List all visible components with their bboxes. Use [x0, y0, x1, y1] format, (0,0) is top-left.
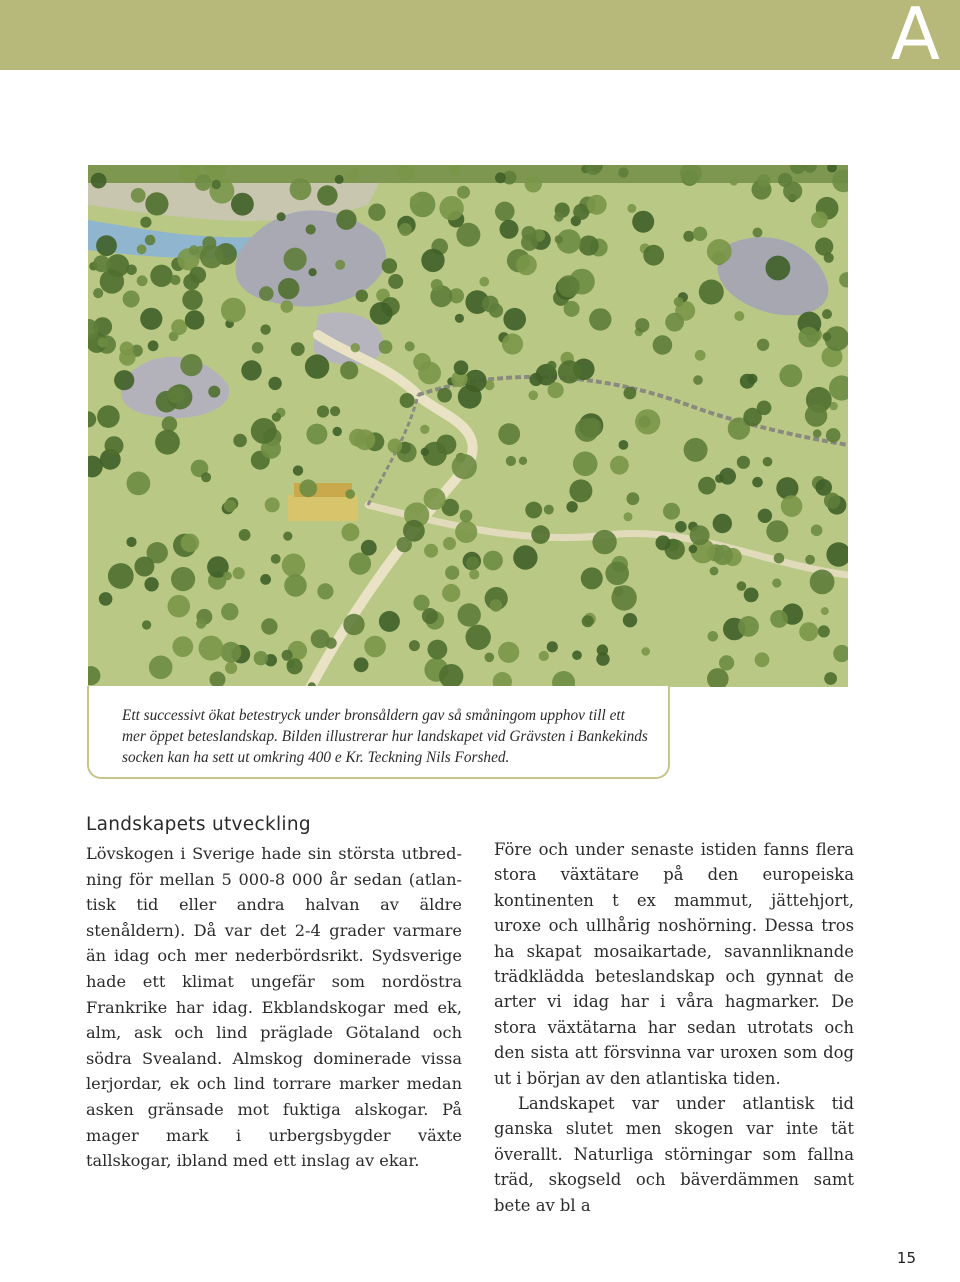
- tree-mark: [340, 361, 358, 379]
- tree-mark: [93, 288, 103, 298]
- tree-mark: [815, 238, 833, 256]
- tree-mark: [284, 248, 307, 271]
- tree-mark: [466, 625, 491, 650]
- tree-mark: [747, 374, 757, 384]
- tree-mark: [805, 404, 827, 426]
- tree-mark: [502, 333, 523, 354]
- tree-mark: [483, 551, 503, 571]
- tree-mark: [708, 631, 719, 642]
- tree-mark: [826, 428, 841, 443]
- tree-mark: [290, 178, 312, 200]
- tree-mark: [364, 636, 386, 658]
- tree-mark: [455, 521, 477, 543]
- tree-mark: [170, 275, 180, 285]
- tree-mark: [763, 457, 773, 467]
- tree-mark: [665, 313, 684, 332]
- tree-mark: [674, 297, 684, 307]
- tree-mark: [811, 211, 828, 228]
- tree-mark: [98, 337, 109, 348]
- tree-mark: [428, 640, 448, 660]
- tree-mark: [737, 456, 750, 469]
- tree-mark: [690, 525, 710, 545]
- tree-mark: [317, 185, 337, 205]
- tree-mark: [818, 625, 830, 637]
- tree-mark: [345, 489, 355, 499]
- tree-mark: [525, 175, 542, 192]
- tree-mark: [196, 619, 206, 629]
- tree-mark: [624, 512, 633, 521]
- tree-mark: [282, 650, 293, 661]
- tree-mark: [223, 571, 232, 580]
- tree-mark: [317, 405, 329, 417]
- tree-mark: [707, 239, 732, 264]
- tree-mark: [221, 298, 246, 323]
- tree-mark: [283, 532, 292, 541]
- tree-mark: [142, 620, 151, 629]
- tree-mark: [114, 370, 134, 390]
- tree-mark: [335, 175, 344, 184]
- tree-mark: [293, 465, 303, 475]
- tree-mark: [208, 386, 220, 398]
- tree-mark: [495, 202, 515, 222]
- caption-box: [87, 686, 670, 779]
- tree-mark: [627, 204, 636, 213]
- tree-mark: [299, 479, 317, 497]
- tree-mark: [421, 249, 444, 272]
- tree-mark: [632, 211, 654, 233]
- tree-mark: [569, 479, 592, 502]
- tree-mark: [458, 603, 481, 626]
- left-column: [86, 841, 462, 1174]
- tree-mark: [582, 418, 601, 437]
- tree-mark: [774, 553, 785, 564]
- tree-mark: [498, 642, 519, 663]
- tree-mark: [309, 268, 317, 276]
- tree-mark: [355, 429, 376, 450]
- tree-mark: [172, 636, 193, 657]
- tree-mark: [605, 562, 629, 586]
- tree-mark: [97, 405, 120, 428]
- tree-mark: [325, 637, 336, 648]
- tree-mark: [96, 235, 117, 256]
- body-paragraph: Före och under senaste istiden fanns flera stora växtätare på den europeiska kontinenten t ex mammut, jättehjort, uroxe och ullhårig noshörning. Dessa tros ha skapat mosaikartade, savannliknande trädklädda beteslandskap och gynnat de arter vi idag har i våra hagmarker. De stora växtätarna har sedan utrotats och den sista att försvinna var uroxen som dog ut i början av den atlantiska tiden.: [494, 840, 854, 1088]
- figure-caption: Ett successivt ökat betestryck under bronsåldern gav så småningom upphov till ett mer öppet beteslandskap. Bilden illustrerar hur landskapet vid Grävsten i Bankekinds socken kan ha sett ut omkring 400 e Kr. Teckning Nils Forshed.: [122, 707, 648, 766]
- tree-mark: [464, 370, 486, 392]
- tree-mark: [485, 653, 495, 663]
- tree-mark: [259, 286, 274, 301]
- tree-mark: [388, 274, 403, 289]
- tree-mark: [758, 509, 772, 523]
- tree-mark: [185, 310, 205, 330]
- tree-mark: [167, 386, 184, 403]
- tree-mark: [558, 360, 581, 383]
- tree-mark: [713, 514, 732, 533]
- tree-mark: [260, 324, 270, 334]
- tree-mark: [251, 418, 277, 444]
- tree-mark: [148, 340, 159, 351]
- tree-mark: [821, 607, 829, 615]
- tree-mark: [643, 245, 664, 266]
- tree-mark: [689, 545, 698, 554]
- tree-mark: [805, 555, 815, 565]
- page-number: 15: [896, 1249, 916, 1267]
- tree-mark: [212, 180, 221, 189]
- tree-mark: [409, 640, 420, 651]
- tree-mark: [400, 393, 415, 408]
- tree-mark: [613, 586, 623, 596]
- tree-mark: [596, 652, 609, 665]
- tree-mark: [547, 641, 558, 652]
- tree-mark: [466, 557, 479, 570]
- tree-mark: [734, 311, 744, 321]
- tree-mark: [254, 651, 268, 665]
- tree-mark: [346, 168, 359, 181]
- landscape-icon: [88, 165, 848, 687]
- tree-mark: [349, 553, 371, 575]
- tree-mark: [503, 308, 526, 331]
- tree-mark: [189, 245, 199, 255]
- tree-mark: [284, 574, 307, 597]
- tree-mark: [498, 423, 520, 445]
- tree-mark: [564, 301, 580, 317]
- tree-mark: [277, 212, 286, 221]
- tree-mark: [91, 173, 107, 189]
- tree-mark: [500, 220, 519, 239]
- tree-mark: [418, 362, 441, 385]
- tree-mark: [442, 584, 460, 602]
- tree-mark: [145, 192, 168, 215]
- tree-mark: [336, 210, 356, 230]
- tree-mark: [822, 309, 832, 319]
- tree-mark: [454, 360, 469, 375]
- tree-mark: [799, 622, 818, 641]
- tree-mark: [455, 314, 464, 323]
- tree-mark: [370, 302, 393, 325]
- tree-mark: [305, 354, 329, 378]
- tree-mark: [431, 279, 443, 291]
- tree-mark: [506, 456, 516, 466]
- tree-mark: [361, 540, 377, 556]
- right-column: [494, 837, 854, 1218]
- tree-mark: [587, 195, 607, 215]
- tree-mark: [201, 472, 211, 482]
- tree-mark: [581, 567, 603, 589]
- tree-mark: [779, 364, 802, 387]
- tree-mark: [811, 525, 823, 537]
- tree-mark: [516, 255, 537, 276]
- tree-mark: [162, 416, 178, 432]
- tree-mark: [490, 599, 503, 612]
- tree-mark: [149, 656, 173, 680]
- tree-mark: [354, 657, 369, 672]
- tree-mark: [525, 502, 542, 519]
- section-band: [0, 0, 960, 76]
- tree-mark: [351, 343, 360, 352]
- tree-mark: [823, 332, 832, 341]
- tree-mark: [140, 308, 162, 330]
- tree-mark: [547, 361, 557, 371]
- tree-mark: [260, 574, 271, 585]
- tree-mark: [610, 456, 629, 475]
- tree-mark: [150, 265, 172, 287]
- tree-mark: [424, 488, 446, 510]
- tree-mark: [155, 430, 180, 455]
- tree-mark: [420, 425, 429, 434]
- tree-mark: [189, 267, 206, 284]
- tree-mark: [592, 530, 616, 554]
- tree-mark: [410, 195, 420, 205]
- tree-mark: [755, 652, 770, 667]
- tree-mark: [405, 341, 415, 351]
- tree-mark: [335, 260, 345, 270]
- tree-mark: [683, 231, 694, 242]
- tree-mark: [452, 454, 477, 479]
- tree-mark: [356, 290, 368, 302]
- tree-mark: [579, 235, 599, 255]
- tree-mark: [145, 235, 156, 246]
- tree-mark: [469, 569, 479, 579]
- tree-mark: [781, 495, 803, 517]
- tree-mark: [306, 424, 327, 445]
- tree-mark: [137, 244, 147, 254]
- tree-mark: [548, 382, 564, 398]
- tree-mark: [271, 554, 281, 564]
- tree-mark: [641, 647, 650, 656]
- tree-mark: [199, 636, 224, 661]
- body-paragraph: Lövskogen i Sverige hade sin största utbredning för mellan 5 000-8 000 år sedan (atlantisk tid eller andra halvan av äldre stenåldern). Då var det 2-4 grader varmare än idag och mer nederbördsrikt. Sydsverige hade ett klimat ungefär som nordöstra Frankrike har idag. Ekblandskogar med ek, alm, ask och lind präglade Götaland och södra Svealand. Almskog dominerade vissa lerjordar, ek och lind torrare marker medan asken gränsade mot fuktiga alskogar. På mager mark i urbergsbygder växte tallskogar, ibland med ett inslag av ekar.: [86, 844, 462, 1171]
- tree-mark: [624, 387, 637, 400]
- tree-mark: [330, 406, 340, 416]
- tree-mark: [799, 327, 820, 348]
- tree-mark: [437, 388, 452, 403]
- tree-mark: [719, 655, 734, 670]
- tree-mark: [813, 429, 822, 438]
- tree-mark: [558, 275, 580, 297]
- tree-mark: [99, 592, 113, 606]
- tree-mark: [627, 492, 640, 505]
- tree-mark: [719, 468, 736, 485]
- tree-mark: [265, 497, 280, 512]
- tree-mark: [531, 525, 550, 544]
- tree-mark: [572, 650, 582, 660]
- tree-mark: [495, 172, 506, 183]
- tree-mark: [306, 224, 316, 234]
- tree-mark: [522, 226, 537, 241]
- tree-mark: [282, 554, 305, 577]
- tree-mark: [566, 501, 577, 512]
- tree-mark: [413, 595, 429, 611]
- tree-mark: [436, 435, 456, 455]
- tree-mark: [379, 611, 400, 632]
- tree-mark: [171, 319, 187, 335]
- tree-mark: [554, 212, 564, 222]
- tree-mark: [698, 477, 716, 495]
- tree-mark: [713, 545, 733, 565]
- tree-mark: [589, 308, 611, 330]
- tree-mark: [656, 535, 671, 550]
- tree-mark: [766, 256, 791, 281]
- tree-mark: [120, 342, 134, 356]
- tree-mark: [743, 408, 762, 427]
- tree-mark: [200, 245, 224, 269]
- tree-mark: [317, 583, 333, 599]
- tree-mark: [131, 188, 146, 203]
- tree-mark: [744, 588, 759, 603]
- tree-mark: [684, 438, 708, 462]
- tree-mark: [824, 493, 840, 509]
- tree-mark: [252, 342, 264, 354]
- tree-mark: [539, 651, 549, 661]
- tree-mark: [479, 277, 489, 287]
- tree-mark: [399, 223, 412, 236]
- tree-mark: [460, 510, 473, 523]
- tree-mark: [573, 452, 598, 477]
- tree-mark: [752, 477, 763, 488]
- tree-mark: [824, 672, 837, 685]
- tree-mark: [635, 409, 660, 434]
- tree-mark: [422, 608, 438, 624]
- tree-mark: [555, 235, 563, 243]
- tree-mark: [168, 595, 191, 618]
- tree-mark: [241, 360, 261, 380]
- tree-mark: [519, 457, 527, 465]
- tree-mark: [445, 566, 459, 580]
- tree-mark: [379, 340, 393, 354]
- tree-mark: [140, 217, 151, 228]
- tree-mark: [368, 204, 385, 221]
- tree-mark: [753, 228, 763, 238]
- tree-mark: [388, 439, 403, 454]
- tree-mark: [737, 581, 747, 591]
- tree-mark: [126, 537, 136, 547]
- tree-mark: [343, 614, 364, 635]
- tree-mark: [231, 193, 254, 216]
- tree-mark: [582, 615, 594, 627]
- tree-mark: [653, 335, 673, 355]
- tree-mark: [341, 523, 359, 541]
- tree-mark: [123, 291, 140, 308]
- tree-mark: [144, 577, 158, 591]
- tree-mark: [528, 391, 538, 401]
- tree-mark: [261, 618, 277, 634]
- tree-mark: [278, 278, 299, 299]
- tree-mark: [730, 177, 739, 186]
- tree-mark: [137, 275, 148, 286]
- tree-mark: [766, 520, 788, 542]
- tree-mark: [182, 290, 202, 310]
- tree-mark: [127, 472, 151, 496]
- tree-mark: [424, 544, 438, 558]
- tree-mark: [457, 186, 470, 199]
- tree-mark: [180, 354, 202, 376]
- tree-mark: [105, 436, 124, 455]
- tree-mark: [635, 318, 649, 332]
- tree-mark: [272, 413, 281, 422]
- tree-mark: [695, 350, 706, 361]
- tree-mark: [421, 448, 429, 456]
- tree-mark: [710, 567, 719, 576]
- tree-mark: [195, 174, 212, 191]
- tree-mark: [513, 545, 537, 569]
- tree-mark: [134, 557, 154, 577]
- tree-mark: [482, 296, 499, 313]
- tree-mark: [233, 567, 245, 579]
- tree-mark: [757, 339, 769, 351]
- tree-mark: [397, 537, 412, 552]
- section-letter: A: [890, 0, 938, 76]
- tree-mark: [783, 182, 802, 201]
- section-heading: Landskapets utveckling: [86, 814, 311, 835]
- tree-mark: [693, 227, 707, 241]
- tree-mark: [663, 503, 680, 520]
- tree-mark: [268, 377, 281, 390]
- tree-mark: [239, 529, 251, 541]
- tree-mark: [181, 534, 200, 553]
- tree-mark: [171, 567, 195, 591]
- tree-mark: [210, 672, 226, 688]
- tree-mark: [224, 500, 236, 512]
- tree-mark: [619, 440, 629, 450]
- landscape-illustration: [88, 165, 848, 687]
- tree-mark: [93, 255, 110, 272]
- body-paragraph: Landskapet var under atlantisk tid ganska slutet men skogen var inte tät överallt. Naturliga störningar som fallna träd, skogseld och bäverdämmen samt bete av bl a: [494, 1094, 854, 1215]
- tree-mark: [287, 658, 303, 674]
- tree-mark: [675, 521, 687, 533]
- tree-mark: [443, 537, 456, 550]
- tree-mark: [439, 196, 463, 220]
- tree-mark: [225, 662, 237, 674]
- tree-mark: [770, 610, 788, 628]
- tree-mark: [333, 427, 342, 436]
- tree-mark: [233, 434, 247, 448]
- tree-mark: [810, 570, 835, 595]
- tree-mark: [221, 603, 238, 620]
- tree-mark: [699, 280, 724, 305]
- tree-mark: [772, 578, 781, 587]
- tree-mark: [382, 258, 397, 273]
- tree-mark: [758, 174, 771, 187]
- tree-mark: [623, 613, 637, 627]
- tree-mark: [693, 375, 703, 385]
- tree-mark: [291, 342, 305, 356]
- tree-mark: [281, 300, 294, 313]
- tree-mark: [544, 505, 554, 515]
- tree-mark: [738, 616, 759, 637]
- tree-mark: [221, 642, 242, 663]
- tree-mark: [618, 167, 628, 177]
- tree-mark: [108, 563, 134, 589]
